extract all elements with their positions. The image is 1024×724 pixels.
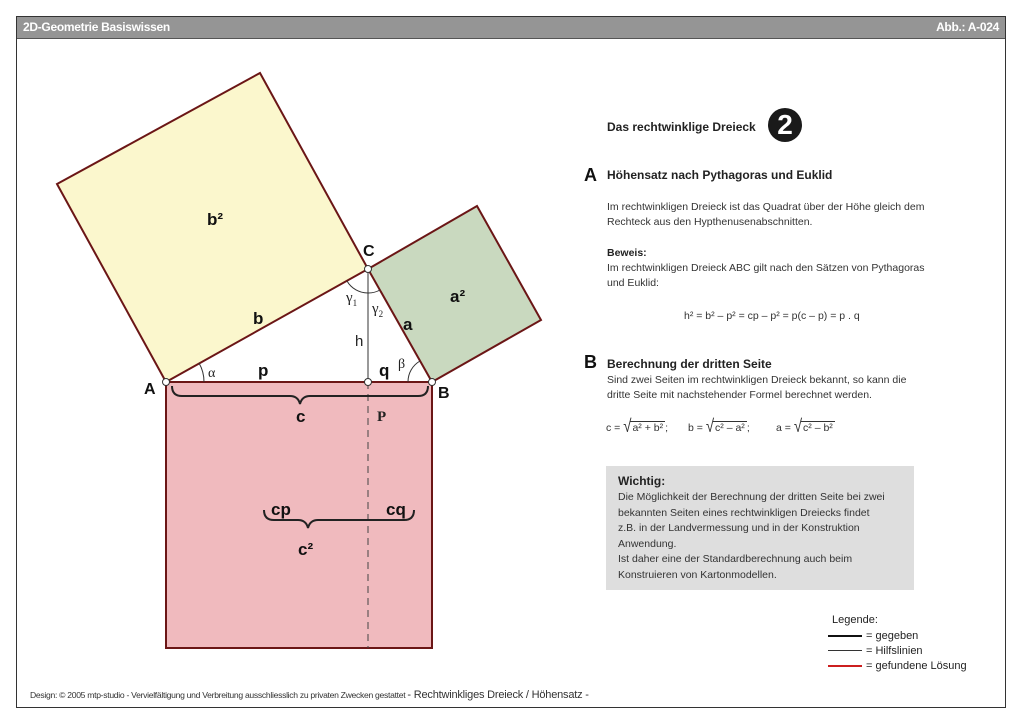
section-b-text-1: Sind zwei Seiten im rechtwinkligen Dreieck bekannt, so kann die xyxy=(607,374,907,386)
label-area-cp: cp xyxy=(271,500,291,519)
important-line-5: Ist daher eine der Standardberechnung auch beim xyxy=(618,553,853,565)
legend-item-auxiliary xyxy=(828,643,967,658)
label-segment-q: q xyxy=(379,361,390,380)
legend-line-given xyxy=(828,635,862,637)
proof-text-1: Im rechtwinkligen Dreieck ABC gilt nach den Sätzen von Pythagoras xyxy=(607,262,925,274)
section-a-text-1: Im rechtwinkligen Dreieck ist das Quadrat über der Höhe gleich dem xyxy=(607,201,925,213)
important-title: Wichtig: xyxy=(618,474,666,488)
hoehensatz-formula: h² = b² – p² = cp – p² = p(c – p) = p . q xyxy=(684,310,860,322)
legend-line-auxiliary xyxy=(828,650,862,651)
label-vertex-B: B xyxy=(438,385,450,402)
legend-label-solution: = gefundene Lösung xyxy=(866,659,967,672)
label-angle-gamma2: $\gamma_2$ xyxy=(372,301,384,319)
formula-b-end: ; xyxy=(746,422,750,434)
legend-item-solution xyxy=(828,658,967,673)
formula-c-end: ; xyxy=(665,422,669,434)
label-square-b: b² xyxy=(207,210,224,229)
label-height-h: h xyxy=(355,333,364,350)
content-title: Das rechtwinklige Dreieck xyxy=(607,120,756,134)
angle-beta-arc xyxy=(408,361,420,382)
label-segment-p: p xyxy=(258,361,269,380)
label-square-c: c² xyxy=(298,540,314,559)
label-foot-P: P xyxy=(377,409,387,425)
footer-copyright: Design: © 2005 mtp-studio - Vervielfältigung und Verbreitung ausschliesslich zu privaten Zwecken gestattet xyxy=(30,690,406,700)
sqrt-icon: √ xyxy=(623,416,632,437)
point-B xyxy=(429,379,436,386)
label-area-cq: cq xyxy=(386,500,406,519)
important-line-3: z.B. in der Landvermessung und in der Konstruktion xyxy=(618,522,860,534)
label-vertex-C: C xyxy=(363,243,375,260)
angle-alpha-arc xyxy=(199,363,204,382)
point-A xyxy=(163,379,170,386)
formula-a xyxy=(776,418,835,435)
section-b-text-2: dritte Seite mit nachstehender Formel berechnet werden. xyxy=(607,389,872,401)
section-b-letter: B xyxy=(584,352,597,372)
label-side-c: c xyxy=(296,407,306,426)
footer xyxy=(30,689,589,701)
section-b-heading: Berechnung der dritten Seite xyxy=(607,357,772,371)
legend-line-solution xyxy=(828,665,862,667)
important-note-box xyxy=(606,466,914,590)
label-angle-alpha: α xyxy=(208,366,216,381)
important-line-1: Die Möglichkeit der Berechnung der dritten Seite bei zwei xyxy=(618,491,885,503)
formula-b-radicand: c² – a² xyxy=(715,422,745,434)
label-angle-gamma1: $\gamma_1$ xyxy=(346,290,358,308)
formula-c xyxy=(606,418,668,435)
point-C xyxy=(365,266,372,273)
formula-b xyxy=(688,418,750,435)
section-a-heading: Höhensatz nach Pythagoras und Euklid xyxy=(607,168,833,182)
sqrt-icon: √ xyxy=(705,416,715,437)
section-a-text-2: Rechteck aus den Hypthenusenabschnitten. xyxy=(607,216,813,228)
formula-c-lhs: c = xyxy=(606,422,621,434)
header-title: 2D-Geometrie Basiswissen xyxy=(23,20,170,34)
label-side-a: a xyxy=(403,315,413,334)
formula-b-lhs: b = xyxy=(688,422,703,434)
formula-c-radicand: a² + b² xyxy=(632,422,664,434)
label-vertex-A: A xyxy=(144,381,156,398)
proof-text-2: und Euklid: xyxy=(607,277,659,289)
legend-label-given: = gegeben xyxy=(866,629,919,642)
section-a-letter: A xyxy=(584,165,597,185)
footer-subject: - Rechtwinkliges Dreieck / Höhensatz - xyxy=(407,689,589,701)
angle-gamma2-arc xyxy=(368,290,380,293)
legend xyxy=(832,614,967,673)
figure-reference: Abb.: A-024 xyxy=(936,20,999,34)
sqrt-icon: √ xyxy=(793,416,803,437)
label-side-b: b xyxy=(253,309,264,328)
formula-a-radicand: c² – b² xyxy=(803,422,833,434)
point-P xyxy=(365,379,372,386)
label-angle-beta: β xyxy=(398,357,406,372)
legend-item-given xyxy=(828,628,967,643)
proof-label: Beweis: xyxy=(607,247,647,259)
important-body xyxy=(618,490,910,583)
legend-label-auxiliary: = Hilfslinien xyxy=(866,644,923,657)
important-line-4: Anwendung. xyxy=(618,537,677,550)
important-line-6: Konstruieren von Kartonmodellen. xyxy=(618,568,777,581)
legend-title: Legende: xyxy=(832,614,878,626)
number-badge: 2 xyxy=(768,108,802,142)
formula-a-lhs: a = xyxy=(776,422,791,434)
label-square-a: a² xyxy=(450,287,466,306)
important-line-2: bekannten Seiten eines rechtwinkligen Dreiecks findet xyxy=(618,506,870,519)
